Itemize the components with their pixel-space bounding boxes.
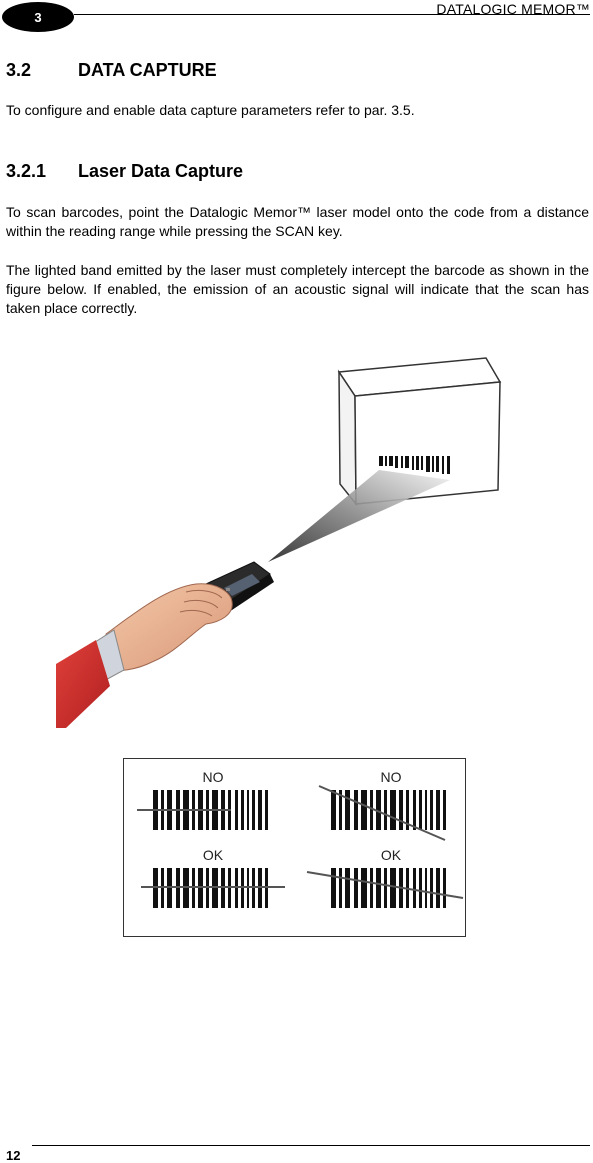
chapter-badge: 3 xyxy=(2,2,74,32)
subsection-title: Laser Data Capture xyxy=(78,161,244,181)
section-intro: To configure and enable data capture parameters refer to par. 3.5. xyxy=(6,102,415,118)
label-ok-right: OK xyxy=(380,847,402,863)
label-ok-left: OK xyxy=(202,847,224,863)
barcode-examples-figure xyxy=(123,758,466,937)
section-heading xyxy=(6,60,217,81)
paragraph-laser-band: The lighted band emitted by the laser must completely intercept the barcode as shown in the figure below. If enabled, the emission of an acoustic signal will indicate that the scan has taken place correctly. xyxy=(6,262,589,316)
subsection-number: 3.2.1 xyxy=(6,161,47,181)
document-title: DATALOGIC MEMOR™ xyxy=(436,1,590,17)
paragraph-scan-instructions: To scan barcodes, point the Datalogic Memor™ laser model onto the code from a distance within the reading range while pressing the SCAN key. xyxy=(6,204,589,239)
label-no-right: NO xyxy=(380,769,402,785)
section-number: 3.2 xyxy=(6,60,32,80)
footer-rule xyxy=(32,1145,590,1146)
label-no-left: NO xyxy=(202,769,224,785)
subsection-heading xyxy=(6,161,243,182)
scanner-illustration xyxy=(56,352,506,732)
section-title: DATA CAPTURE xyxy=(78,60,217,80)
hand-icon xyxy=(56,584,232,728)
page-number: 12 xyxy=(6,1148,21,1163)
